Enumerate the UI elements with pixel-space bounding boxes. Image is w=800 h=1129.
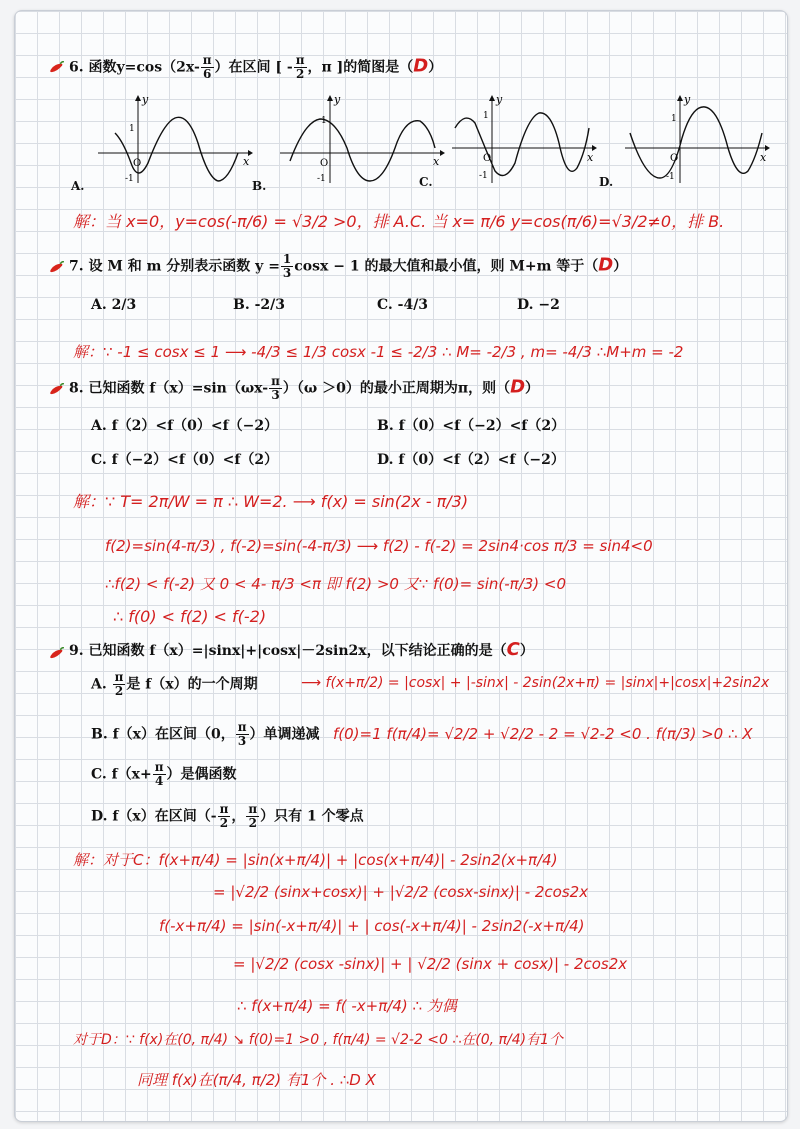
svg-text:-1: -1 <box>125 174 134 184</box>
svg-text:y: y <box>684 93 691 106</box>
q9-solution-line3: f(-x+π/4) = |sin(-x+π/4)| + | cos(-x+π/4)| - 2sin2(-x+π/4) <box>159 917 585 935</box>
q8-option-a: A. f（2）<f（0）<f（−2） <box>91 418 279 434</box>
q8-solution-line2: f(2)=sin(4-π/3) , f(-2)=sin(-4-π/3) ⟶ f(2) - f(-2) = 2sin4·cos π/3 = sin4<0 <box>105 537 653 555</box>
svg-text:1: 1 <box>483 111 489 121</box>
q7-solution: 解：∵ -1 ≤ cosx ≤ 1 ⟶ -4/3 ≤ 1/3 cosx -1 ≤ -2/3 ∴ M= -2/3 , m= -4/3 ∴M+m = -2 <box>73 343 684 361</box>
q7-option-d: D. −2 <box>517 297 560 313</box>
q7-option-b: B. -2/3 <box>233 297 285 313</box>
svg-text:O: O <box>670 153 679 164</box>
worksheet-page <box>14 10 788 1122</box>
svg-text:-1: -1 <box>479 171 488 181</box>
svg-text:y: y <box>334 93 341 106</box>
q6-graph-d <box>620 93 770 188</box>
q8-solution-line3: ∴f(2) < f(-2) 又 0 < 4- π/3 <π 即 f(2) >0 又∵ f(0)= sin(-π/3) <0 <box>105 575 567 593</box>
svg-text:O: O <box>320 158 329 169</box>
chili-pepper-icon <box>49 383 64 396</box>
svg-text:x: x <box>760 151 767 164</box>
q9-option-d: D. f（x）在区间（- $\frac{\pi}{2}$ ， $\frac{\pi}{2}$ ）只有 1 个零点 <box>91 802 364 830</box>
q7-option-c: C. -4/3 <box>377 297 429 313</box>
svg-text:-1: -1 <box>317 174 326 184</box>
q6-solution: 解：当 x=0，y=cos(-π/6) = √3/2 >0，排 A.C. 当 x= π/6 y=cos(π/6)=√3/2≠0，排 B. <box>73 212 725 231</box>
q7-stem: 7. 设 M 和 m 分别表示函数 y = $\frac{1}{3}$ cosx − 1 的最大值和最小值，则 M+m 等于（D） <box>69 252 628 280</box>
q8-answer: D <box>510 376 526 398</box>
q8-stem: 8. 已知函数 f（x）=sin（ωx- $\frac{\pi}{3}$ ）（ω ＞0）的最小正周期为π，则（D） <box>69 374 540 402</box>
q6-answer: D <box>413 55 429 77</box>
svg-text:O: O <box>133 158 142 169</box>
q9-option-a-note: ⟶ f(x+π/2) = |cosx| + |-sinx| - 2sin(2x+π) = |sinx|+|cosx|+2sin2x <box>301 675 770 691</box>
q7-answer: D <box>598 254 614 276</box>
q9-stem: 9. 已知函数 f（x）=|sinx|+|cosx|－2sin2x，以下结论正确的是（C） <box>69 639 534 660</box>
q8-solution-line1: 解：∵ T= 2π/W = π ∴ W=2. ⟶ f(x) = sin(2x - π/3) <box>73 492 469 511</box>
svg-text:O: O <box>483 153 492 164</box>
q9-option-b-note: f(0)=1 f(π/4)= √2/2 + √2/2 - 2 = √2-2 <0 . f(π/3) >0 ∴ X <box>333 725 753 743</box>
svg-text:1: 1 <box>321 116 327 126</box>
svg-text:x: x <box>433 155 440 168</box>
q6-graph-a <box>93 93 253 188</box>
q7-option-a: A. 2/3 <box>91 297 137 313</box>
svg-text:y: y <box>496 93 503 106</box>
q9-answer: C <box>506 639 520 660</box>
q9-option-c: C. f（x+ $\frac{\pi}{4}$ ）是偶函数 <box>91 760 237 788</box>
q6-graph-c-label: C. <box>419 175 433 189</box>
q9-solution-line4: = |√2/2 (cosx -sinx)| + | √2/2 (sinx + cosx)| - 2cos2x <box>233 955 628 973</box>
q9-option-b: B. f（x）在区间（0， $\frac{\pi}{3}$ ）单调递减 <box>91 720 320 748</box>
q9-solution-line6: 对于D：∵ f(x)在(0, π/4) ↘ f(0)=1 >0 , f(π/4) = √2-2 <0 ∴在(0, π/4)有1个 <box>73 1032 563 1048</box>
q6-graph-c <box>447 93 597 188</box>
q8-option-d: D. f（0）<f（2）<f（−2） <box>377 452 565 468</box>
q9-solution-line5: ∴ f(x+π/4) = f( -x+π/4) ∴ 为偶 <box>237 997 457 1015</box>
chili-pepper-icon <box>49 261 64 274</box>
chili-pepper-icon <box>49 61 64 74</box>
q8-option-c: C. f（−2）<f（0）<f（2） <box>91 452 279 468</box>
q8-option-b: B. f（0）<f（−2）<f（2） <box>377 418 566 434</box>
q6-graph-b-label: B. <box>252 179 267 193</box>
svg-text:y: y <box>142 93 149 106</box>
svg-text:1: 1 <box>129 124 135 134</box>
svg-text:x: x <box>243 155 250 168</box>
q8-solution-line4: ∴ f(0) < f(2) < f(-2) <box>113 607 267 626</box>
q6-graph-a-label: A. <box>71 179 85 193</box>
svg-text:1: 1 <box>671 114 677 124</box>
q6-graph-b <box>275 93 445 188</box>
svg-text:-1: -1 <box>666 172 675 182</box>
q9-solution-line7: 同理 f(x)在(π/4, π/2) 有1个 . ∴D X <box>137 1071 376 1089</box>
chili-pepper-icon <box>49 647 64 660</box>
q9-solution-line2: = |√2/2 (sinx+cosx)| + |√2/2 (cosx-sinx)| - 2cos2x <box>213 883 589 901</box>
q6-graph-d-label: D. <box>599 175 614 189</box>
svg-text:x: x <box>587 151 594 164</box>
q6-stem: 6. 函数y=cos（2x- $\frac{\pi}{6}$ ）在区间 [ - $\frac{\pi}{2}$ ，π ]的简图是（D） <box>69 53 443 81</box>
q9-option-a: A. $\frac{\pi}{2}$ 是 f（x）的一个周期 <box>91 670 258 698</box>
q9-solution-line1: 解：对于C：f(x+π/4) = |sin(x+π/4)| + |cos(x+π/4)| - 2sin2(x+π/4) <box>73 851 558 869</box>
